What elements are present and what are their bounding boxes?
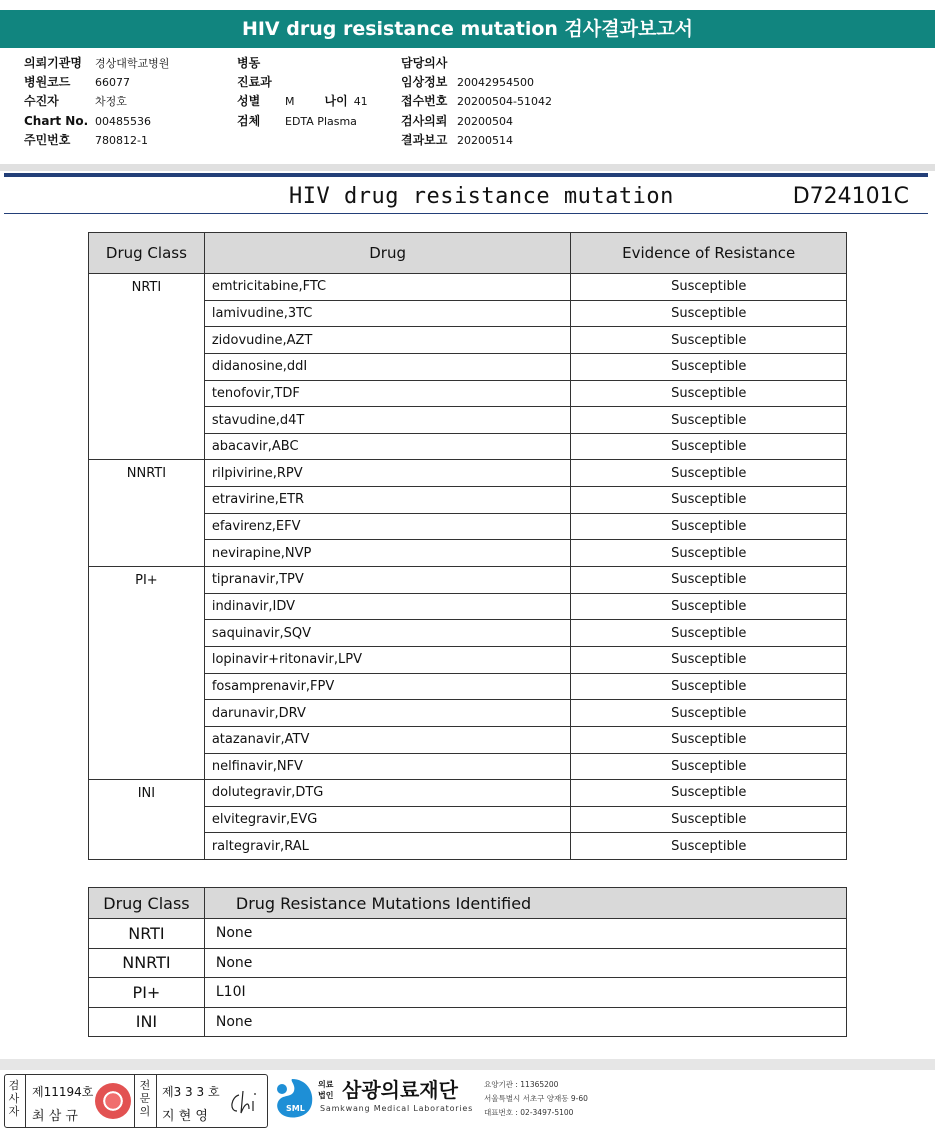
info-value: 경상대학교병원	[95, 57, 170, 70]
evidence-cell: Susceptible	[571, 460, 847, 487]
info-row	[401, 54, 552, 73]
specimen-value: EDTA Plasma	[285, 114, 357, 128]
col-mutations: Drug Resistance Mutations Identified	[204, 888, 846, 919]
mutations-table	[88, 887, 847, 1037]
drug-class-cell: INI	[89, 1007, 205, 1037]
drug-class-cell: NNRTI	[89, 460, 205, 567]
info-label: 결과보고	[401, 132, 448, 147]
drug-cell: darunavir,DRV	[204, 700, 571, 727]
sex-label: 성별	[237, 94, 261, 109]
divider-band	[0, 164, 935, 171]
drug-cell: lamivudine,3TC	[204, 300, 571, 327]
sex-value: M	[285, 95, 295, 109]
test-title: HIV drug resistance mutation	[289, 184, 674, 209]
drug-cell: zidovudine,AZT	[204, 327, 571, 354]
drug-class-cell: NRTI	[89, 919, 205, 949]
table-row	[89, 780, 847, 807]
info-value: 66077	[95, 76, 130, 90]
age-value: 41	[353, 95, 368, 109]
specialist-name: 지 현 영	[162, 1109, 208, 1124]
divider-thick	[4, 173, 928, 177]
mutations-cell: L10I	[204, 978, 846, 1008]
info-row	[24, 131, 169, 150]
info-value: 780812-1	[95, 133, 148, 147]
col-drug: Drug	[204, 233, 571, 274]
info-label: 검사의뢰	[401, 113, 448, 128]
evidence-cell: Susceptible	[571, 673, 847, 700]
drug-cell: stavudine,d4T	[204, 407, 571, 434]
org-name-en: Samkwang Medical Laboratories	[320, 1104, 474, 1113]
info-label: 접수번호	[401, 94, 448, 109]
ward-label: 병동	[237, 56, 261, 70]
drug-cell: nevirapine,NVP	[204, 540, 571, 567]
info-value: 20200504-51042	[457, 95, 552, 109]
drug-cell: atazanavir,ATV	[204, 726, 571, 753]
mutations-cell: None	[204, 948, 846, 978]
table-row	[89, 567, 847, 594]
evidence-cell: Susceptible	[571, 540, 847, 567]
info-value: 20200514	[457, 133, 513, 147]
signature-icon	[225, 1087, 265, 1117]
mutations-cell: None	[204, 1007, 846, 1037]
table-row	[89, 274, 847, 301]
org-phone: 대표번호 : 02-3497-5100	[484, 1108, 574, 1117]
info-row	[24, 73, 169, 92]
drug-class-cell: NRTI	[89, 274, 205, 460]
seal-stamp-icon	[95, 1083, 131, 1119]
evidence-cell: Susceptible	[571, 806, 847, 833]
org-type: 의료 법인	[318, 1080, 334, 1100]
evidence-cell: Susceptible	[571, 300, 847, 327]
footer-band	[0, 1059, 935, 1070]
info-label: 주민번호	[24, 132, 71, 147]
drug-cell: efavirenz,EFV	[204, 513, 571, 540]
divider-thin	[4, 213, 928, 214]
info-row	[401, 73, 552, 92]
specialist-license: 제3 3 3 호	[162, 1085, 220, 1099]
specialist-label: 전 문 의	[139, 1079, 151, 1118]
drug-cell: nelfinavir,NFV	[204, 753, 571, 780]
tester-license: 제11194호	[32, 1085, 94, 1099]
signbox-divider	[134, 1075, 135, 1127]
drug-class-cell: INI	[89, 780, 205, 860]
org-info	[484, 1078, 588, 1120]
drug-cell: lopinavir+ritonavir,LPV	[204, 646, 571, 673]
evidence-cell: Susceptible	[571, 646, 847, 673]
drug-cell: elvitegravir,EVG	[204, 806, 571, 833]
info-row	[24, 92, 169, 111]
drug-cell: saquinavir,SQV	[204, 620, 571, 647]
table-row	[89, 948, 847, 978]
drug-cell: tenofovir,TDF	[204, 380, 571, 407]
evidence-cell: Susceptible	[571, 726, 847, 753]
evidence-cell: Susceptible	[571, 780, 847, 807]
test-code: D724101C	[792, 184, 909, 209]
evidence-cell: Susceptible	[571, 327, 847, 354]
drug-cell: didanosine,ddI	[204, 353, 571, 380]
drug-class-cell: PI+	[89, 567, 205, 780]
tester-name: 최 삼 규	[32, 1109, 78, 1124]
info-value: 20042954500	[457, 76, 534, 90]
info-row	[401, 131, 552, 150]
col-drug-class: Drug Class	[89, 233, 205, 274]
drug-cell: abacavir,ABC	[204, 433, 571, 460]
info-value: 20200504	[457, 114, 513, 128]
patient-info-col1	[24, 54, 169, 150]
evidence-cell: Susceptible	[571, 753, 847, 780]
mutations-cell: None	[204, 919, 846, 949]
info-label: Chart No.	[24, 113, 89, 128]
info-label: 수진자	[24, 94, 59, 109]
drug-cell: indinavir,IDV	[204, 593, 571, 620]
drug-cell: dolutegravir,DTG	[204, 780, 571, 807]
dept-label: 진료과	[237, 75, 272, 90]
org-address: 서울특별시 서초구 양재동 9-60	[484, 1094, 588, 1103]
evidence-cell: Susceptible	[571, 593, 847, 620]
evidence-cell: Susceptible	[571, 620, 847, 647]
age-label: 나이	[324, 94, 348, 109]
col-evidence: Evidence of Resistance	[571, 233, 847, 274]
svg-text:SML: SML	[286, 1104, 305, 1113]
table-row	[89, 919, 847, 949]
drug-class-cell: PI+	[89, 978, 205, 1008]
info-row	[24, 112, 169, 131]
drug-cell: etravirine,ETR	[204, 487, 571, 514]
evidence-cell: Susceptible	[571, 487, 847, 514]
drug-cell: emtricitabine,FTC	[204, 274, 571, 301]
info-row	[24, 54, 169, 73]
table-row	[89, 460, 847, 487]
evidence-cell: Susceptible	[571, 353, 847, 380]
info-label: 의뢰기관명	[24, 56, 82, 70]
drug-class-cell: NNRTI	[89, 948, 205, 978]
info-row	[401, 92, 552, 111]
table-row	[89, 1007, 847, 1037]
info-value: 차정호	[95, 95, 127, 109]
signbox-divider	[156, 1075, 157, 1127]
info-label: 임상정보	[401, 75, 448, 90]
patient-info-col3	[401, 54, 552, 150]
info-label: 담당의사	[401, 56, 448, 70]
specimen-label: 검체	[237, 113, 261, 128]
col-drug-class-2: Drug Class	[89, 888, 205, 919]
drug-cell: raltegravir,RAL	[204, 833, 571, 860]
org-name: 삼광의료재단	[342, 1078, 458, 1102]
org-code: 요양기관 : 11365200	[484, 1080, 559, 1089]
signbox-divider	[25, 1075, 26, 1127]
drug-cell: tipranavir,TPV	[204, 567, 571, 594]
evidence-cell: Susceptible	[571, 433, 847, 460]
resistance-table	[88, 232, 847, 860]
evidence-cell: Susceptible	[571, 567, 847, 594]
evidence-cell: Susceptible	[571, 833, 847, 860]
evidence-cell: Susceptible	[571, 380, 847, 407]
tester-label: 검 사 자	[8, 1079, 20, 1118]
info-row	[401, 112, 552, 131]
evidence-cell: Susceptible	[571, 274, 847, 301]
patient-info-col2	[237, 54, 368, 131]
info-label: 병원코드	[24, 75, 71, 90]
signature-box	[4, 1074, 268, 1128]
evidence-cell: Susceptible	[571, 407, 847, 434]
evidence-cell: Susceptible	[571, 700, 847, 727]
sml-logo-icon	[272, 1075, 316, 1121]
drug-cell: fosamprenavir,FPV	[204, 673, 571, 700]
evidence-cell: Susceptible	[571, 513, 847, 540]
drug-cell: rilpivirine,RPV	[204, 460, 571, 487]
info-value: 00485536	[95, 114, 151, 128]
report-title: HIV drug resistance mutation 검사결과보고서	[0, 10, 935, 48]
table-row	[89, 978, 847, 1008]
